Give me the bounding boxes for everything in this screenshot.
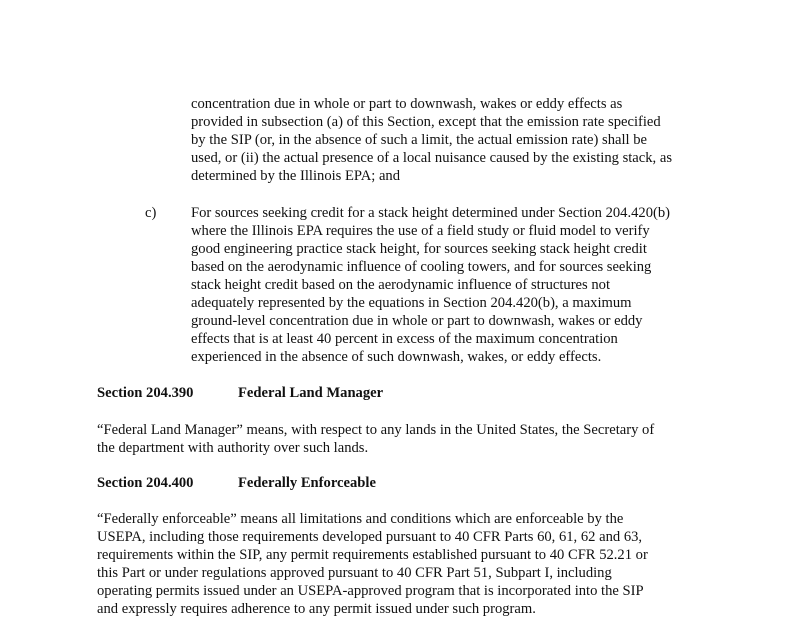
text-line: operating permits issued under an USEPA-approved program that is incorporated into the SIP [97, 583, 644, 599]
text-line: USEPA, including those requirements developed pursuant to 40 CFR Parts 60, 61, 62 and 63, [97, 529, 643, 545]
text-line: For sources seeking credit for a stack height determined under Section 204.420(b) [191, 205, 671, 221]
text-line: based on the aerodynamic influence of cooling towers, and for sources seeking [191, 259, 652, 275]
text-line: provided in subsection (a) of this Section, except that the emission rate specified [191, 114, 661, 130]
text-line: adequately represented by the equations in Section 204.420(b), a maximum [191, 295, 632, 311]
text-line: the department with authority over such lands. [97, 440, 369, 456]
text-line: requirements within the SIP, any permit requirements established pursuant to 40 CFR 52.21 or [97, 547, 648, 563]
para-c-label: c) [145, 205, 157, 221]
text-line: used, or (ii) the actual presence of a local nuisance caused by the existing stack, as [191, 150, 673, 166]
section-number: Section 204.390 [97, 385, 194, 401]
section-number: Section 204.400 [97, 475, 194, 491]
text-line: concentration due in whole or part to downwash, wakes or eddy effects as [191, 96, 623, 112]
section-title: Federally Enforceable [238, 475, 376, 491]
text-line: determined by the Illinois EPA; and [191, 168, 401, 184]
section-400-heading [97, 474, 376, 492]
text-line: this Part or under regulations approved pursuant to 40 CFR Part 51, Subpart I, including [97, 565, 612, 581]
text-line: experienced in the absence of such downwash, wakes, or eddy effects. [191, 349, 602, 365]
text-line: “Federal Land Manager” means, with respect to any lands in the United States, the Secretary of [97, 422, 655, 438]
text-line: by the SIP (or, in the absence of such a limit, the actual emission rate) shall be [191, 132, 648, 148]
text-line: “Federally enforceable” means all limitations and conditions which are enforceable by the [97, 511, 624, 527]
text-line: ground-level concentration due in whole or part to downwash, wakes or eddy [191, 313, 643, 329]
text-line: where the Illinois EPA requires the use of a field study or fluid model to verify [191, 223, 650, 239]
text-line: effects that is at least 40 percent in excess of the maximum concentration [191, 331, 618, 347]
text-line: and expressly requires adherence to any permit issued under such program. [97, 601, 536, 617]
text-line: good engineering practice stack height, for sources seeking stack height credit [191, 241, 647, 257]
section-390-heading [97, 384, 384, 402]
text-line: stack height credit based on the aerodynamic influence of structures not [191, 277, 611, 293]
section-title: Federal Land Manager [238, 385, 384, 401]
